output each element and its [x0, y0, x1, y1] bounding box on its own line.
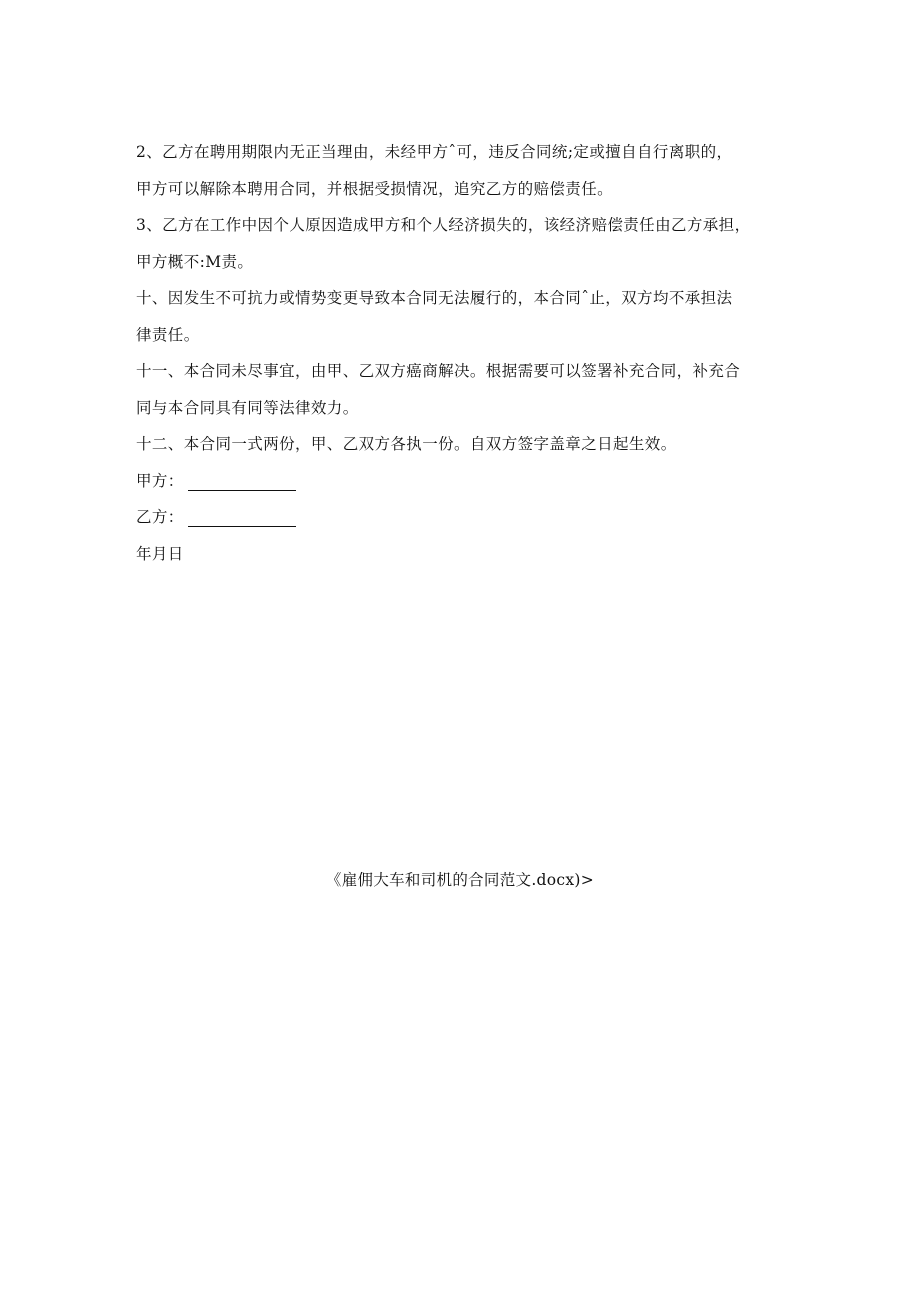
date-line: 年月日	[136, 544, 184, 563]
clause-3-paragraph	[136, 207, 796, 280]
contract-body	[136, 134, 796, 572]
party-a-label: 甲方：	[136, 471, 184, 490]
text-line: 十一、本合同未尽事宜，由甲、乙双方癌商解决。根据需要可以签署补充合同，补充合	[136, 362, 741, 380]
party-b-label: 乙方：	[136, 508, 184, 526]
clause-10-paragraph	[136, 280, 796, 353]
party-a-signature-blank	[188, 489, 296, 491]
document-filename-caption: 《雇佣大车和司机的合同范文.docx)>	[325, 871, 595, 889]
text-line: 律责任。	[136, 325, 200, 344]
party-a-signature	[136, 463, 796, 500]
party-b-signature-blank	[188, 525, 296, 527]
text-line: 3、乙方在工作中因个人原因造成甲方和个人经济损失的，该经济赔偿责任由乙方承担，	[136, 216, 751, 234]
party-b-signature	[136, 499, 796, 536]
text-line: 2、乙方在聘用期限内无正当理由，未经甲方ˆ可，违反合同统;定或擅自自行离职的，	[136, 143, 733, 161]
text-line: 甲方可以解除本聘用合同，并根据受损情况，追究乙方的赔偿责任。	[136, 179, 614, 198]
clause-2-paragraph	[136, 134, 796, 207]
text-line: 十二、本合同一式两份，甲、乙双方各执一份。自双方签字盖章之日起生效。	[136, 435, 677, 453]
clause-11-paragraph	[136, 353, 796, 426]
clause-12-paragraph	[136, 426, 796, 463]
text-line: 同与本合同具有同等法律效力。	[136, 398, 359, 417]
text-line: 十、因发生不可抗力或情势变更导致本合同无法履行的，本合同ˆ止，双方均不承担法	[136, 289, 733, 307]
text-line: 甲方概不:M责。	[136, 252, 254, 271]
